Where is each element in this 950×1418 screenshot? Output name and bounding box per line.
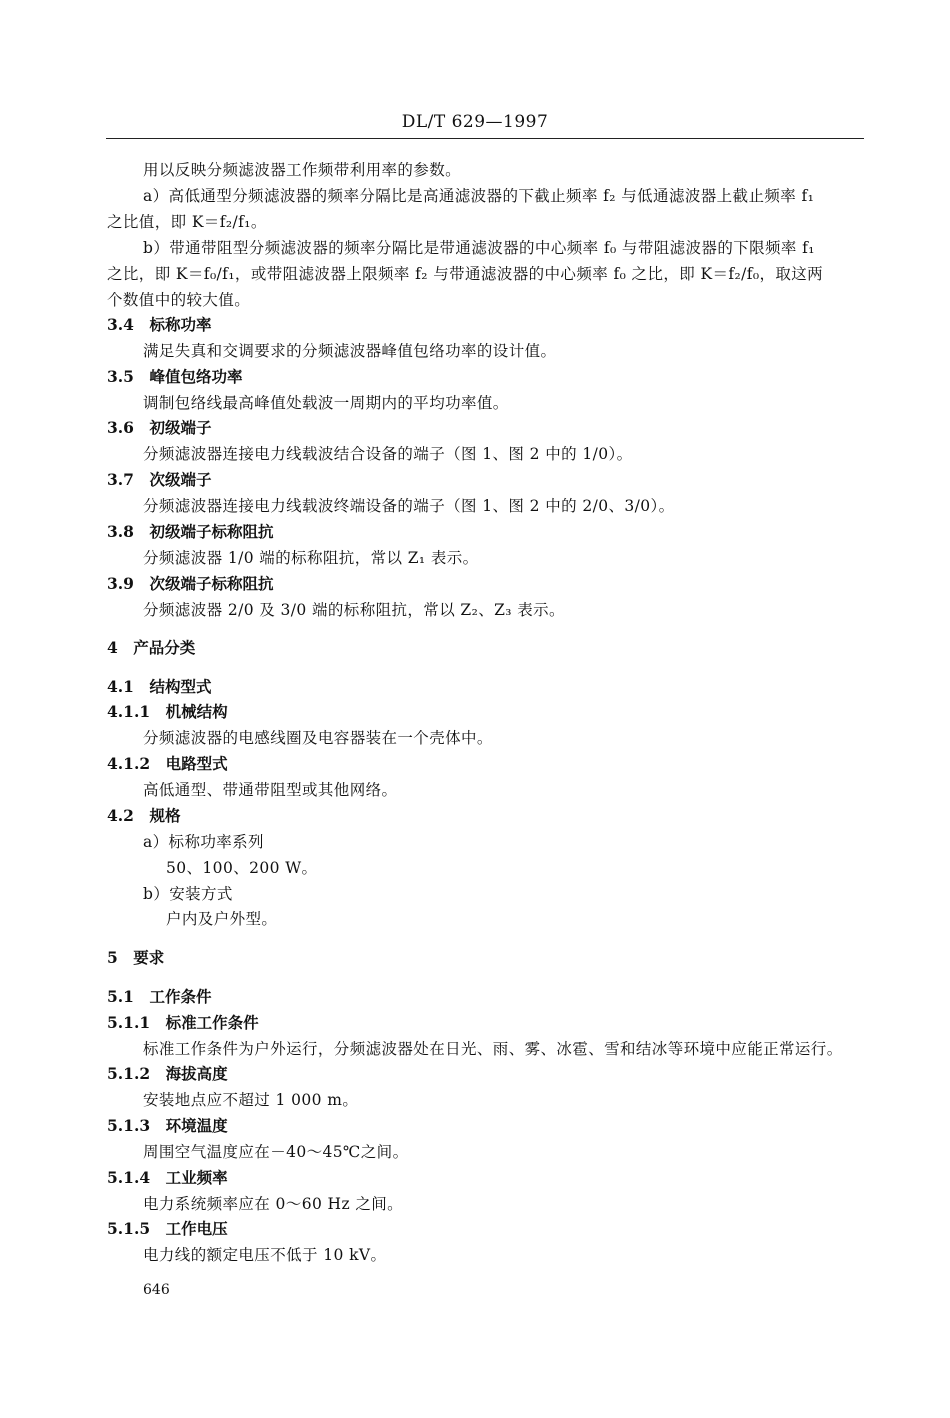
list-item-value: 户内及户外型。 bbox=[166, 910, 278, 928]
subsection-heading: 5.1.2 海拔高度 bbox=[107, 1064, 228, 1083]
section-heading: 3.7 次级端子 bbox=[107, 470, 212, 489]
paragraph-line: 分频滤波器连接电力线载波终端设备的端子（图 1、图 2 中的 2/0、3/0）。 bbox=[143, 497, 675, 515]
section-heading: 3.5 峰值包络功率 bbox=[107, 367, 243, 386]
chapter-heading: 4 产品分类 bbox=[107, 638, 196, 657]
header-rule bbox=[106, 138, 864, 139]
section-heading: 4.1 结构型式 bbox=[107, 677, 212, 696]
subsection-heading: 4.1.1 机械结构 bbox=[107, 702, 228, 721]
list-item-a: a）标称功率系列 bbox=[143, 833, 264, 851]
paragraph-line: 标准工作条件为户外运行，分频滤波器处在日光、雨、雾、冰雹、雪和结冰等环境中应能正常运行。 bbox=[143, 1040, 843, 1058]
paragraph-line: 电力系统频率应在 0～60 Hz 之间。 bbox=[143, 1195, 404, 1213]
paragraph-line: 之比值，即 K＝f₂/f₁。 bbox=[107, 213, 267, 231]
subsection-heading: 5.1.3 环境温度 bbox=[107, 1116, 228, 1135]
paragraph-line: 个数值中的较大值。 bbox=[107, 291, 251, 309]
paragraph-line: 之比，即 K＝f₀/f₁，或带阻滤波器上限频率 f₂ 与带通滤波器的中心频率 f₀ 之比，即 K＝f₂/f₀，取这两 bbox=[107, 265, 824, 283]
paragraph-line: 分频滤波器的电感线圈及电容器装在一个壳体中。 bbox=[143, 729, 493, 747]
list-item-value: 50、100、200 W。 bbox=[166, 859, 318, 877]
section-heading: 4.2 规格 bbox=[107, 806, 181, 825]
subsection-heading: 5.1.4 工业频率 bbox=[107, 1168, 228, 1187]
paragraph-line: 用以反映分频滤波器工作频带利用率的参数。 bbox=[143, 161, 462, 179]
section-heading: 3.4 标称功率 bbox=[107, 315, 212, 334]
paragraph-line: 周围空气温度应在－40～45℃之间。 bbox=[143, 1143, 409, 1161]
section-heading: 3.6 初级端子 bbox=[107, 418, 212, 437]
paragraph-line: 分频滤波器连接电力线载波结合设备的端子（图 1、图 2 中的 1/0）。 bbox=[143, 445, 633, 463]
list-item-a: a）高低通型分频滤波器的频率分隔比是高通滤波器的下截止频率 f₂ 与低通滤波器上截止频率 f₁ bbox=[143, 187, 815, 205]
paragraph-line: 调制包络线最高峰值处载波一周期内的平均功率值。 bbox=[143, 394, 509, 412]
paragraph-line: 分频滤波器 2/0 及 3/0 端的标称阻抗，常以 Z₂、Z₃ 表示。 bbox=[143, 601, 565, 619]
page-number: 646 bbox=[143, 1282, 170, 1298]
paragraph-line: 安装地点应不超过 1 000 m。 bbox=[143, 1091, 359, 1109]
subsection-heading: 4.1.2 电路型式 bbox=[107, 754, 228, 773]
subsection-heading: 5.1.5 工作电压 bbox=[107, 1219, 228, 1238]
page-header: DL/T 629—1997 bbox=[401, 112, 549, 132]
subsection-heading: 5.1.1 标准工作条件 bbox=[107, 1013, 259, 1032]
chapter-heading: 5 要求 bbox=[107, 948, 165, 967]
section-heading: 5.1 工作条件 bbox=[107, 987, 212, 1006]
paragraph-line: 分频滤波器 1/0 端的标称阻抗，常以 Z₁ 表示。 bbox=[143, 549, 479, 567]
section-heading: 3.9 次级端子标称阻抗 bbox=[107, 574, 274, 593]
section-heading: 3.8 初级端子标称阻抗 bbox=[107, 522, 274, 541]
paragraph-line: 满足失真和交调要求的分频滤波器峰值包络功率的设计值。 bbox=[143, 342, 557, 360]
list-item-b: b）带通带阻型分频滤波器的频率分隔比是带通滤波器的中心频率 f₀ 与带阻滤波器的下限频率 f₁ bbox=[143, 239, 815, 257]
paragraph-line: 高低通型、带通带阻型或其他网络。 bbox=[143, 781, 398, 799]
paragraph-line: 电力线的额定电压不低于 10 kV。 bbox=[143, 1246, 387, 1264]
list-item-b: b）安装方式 bbox=[143, 885, 233, 903]
